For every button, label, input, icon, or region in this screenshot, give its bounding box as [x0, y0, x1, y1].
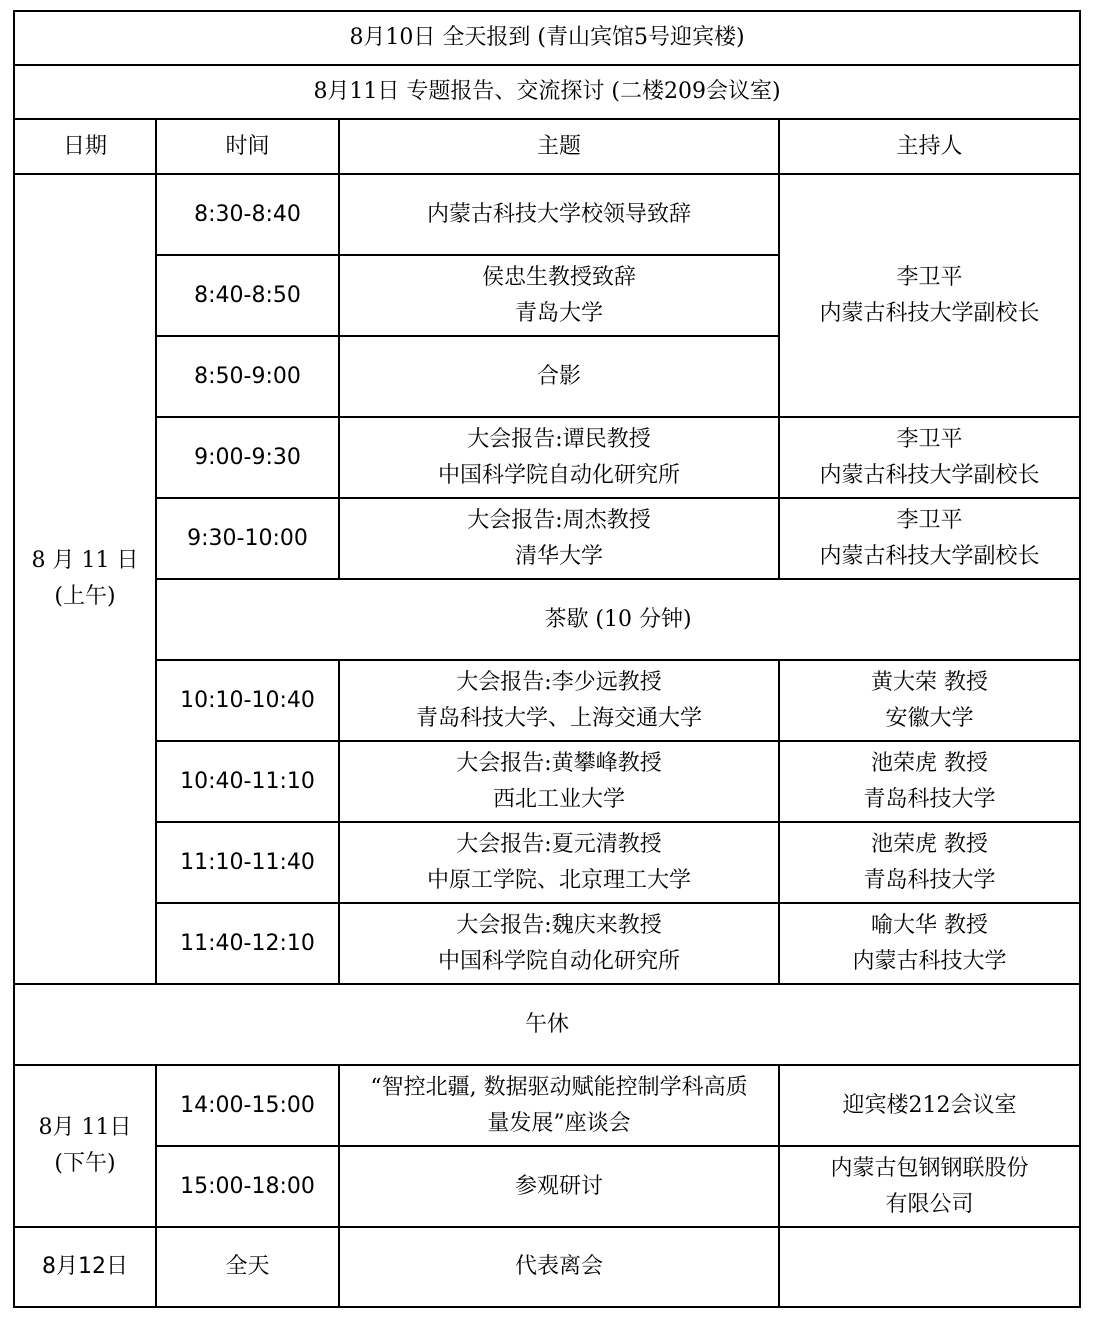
host-cell [779, 660, 1080, 741]
table-row [14, 498, 1080, 579]
host-line: 内蒙古科技大学副校长 [819, 300, 1040, 326]
topic-line: 大会报告:周杰教授 [467, 507, 651, 533]
topic-cell [339, 336, 779, 417]
time-cell: 9:00-9:30 [156, 417, 339, 498]
table-row [14, 174, 1080, 255]
topic-line: 侯忠生教授致辞 [481, 264, 636, 290]
table-row [14, 1146, 1080, 1227]
table-row [14, 1065, 1080, 1146]
day3-topic-cell: 代表离会 [339, 1227, 779, 1307]
morning-date-line2: (上午) [54, 584, 116, 609]
host-cell [779, 417, 1080, 498]
topic-cell [339, 741, 779, 822]
table-row [14, 660, 1080, 741]
topic-cell [339, 1146, 779, 1227]
time-cell: 11:40-12:10 [156, 903, 339, 984]
host-line: 青岛科技大学 [863, 867, 996, 893]
day1-cell: 8月11日 专题报告、交流探讨 (二楼209会议室) [14, 65, 1080, 119]
topic-line: 大会报告:李少远教授 [456, 669, 662, 695]
table-row [14, 741, 1080, 822]
host-line: 喻大华 教授 [871, 912, 989, 938]
topic-line: 内蒙古科技大学校领导致辞 [426, 201, 691, 227]
host-line: 池荣虎 教授 [871, 831, 989, 857]
topic-line: “智控北疆, 数据驱动赋能控制学科高质 [370, 1074, 748, 1100]
topic-line: 青岛科技大学、上海交通大学 [415, 705, 702, 731]
host-cell [779, 822, 1080, 903]
table-row [14, 417, 1080, 498]
host-cell [779, 741, 1080, 822]
topic-cell [339, 417, 779, 498]
topic-cell [339, 255, 779, 336]
day0-cell: 8月10日 全天报到 (青山宾馆5号迎宾楼) [14, 11, 1080, 65]
merged-host-cell [779, 174, 1080, 417]
day3-time-cell: 全天 [156, 1227, 339, 1307]
host-line: 有限公司 [885, 1191, 974, 1217]
schedule-table [13, 10, 1081, 1308]
host-cell [779, 1146, 1080, 1227]
host-line: 迎宾楼212会议室 [842, 1092, 1017, 1118]
topic-line: 大会报告:谭民教授 [467, 426, 651, 452]
host-line: 青岛科技大学 [863, 786, 996, 812]
topic-line: 清华大学 [514, 543, 603, 569]
table-row [14, 903, 1080, 984]
host-line: 李卫平 [896, 507, 963, 533]
time-cell: 14:00-15:00 [156, 1065, 339, 1146]
topic-cell [339, 174, 779, 255]
topic-cell [339, 1065, 779, 1146]
day0-row [14, 11, 1080, 65]
topic-line: 中国科学院自动化研究所 [437, 462, 680, 488]
topic-line: 合影 [536, 363, 581, 389]
header-time: 时间 [156, 119, 339, 174]
header-date: 日期 [14, 119, 156, 174]
host-line: 内蒙古包钢钢联股份 [830, 1155, 1029, 1181]
topic-line: 量发展”座谈会 [487, 1110, 631, 1136]
topic-line: 青岛大学 [514, 300, 603, 326]
time-cell: 11:10-11:40 [156, 822, 339, 903]
topic-line: 参观研讨 [514, 1173, 603, 1199]
tea-break-row [14, 579, 1080, 660]
host-line: 安徽大学 [885, 705, 974, 731]
topic-line: 大会报告:魏庆来教授 [456, 912, 662, 938]
host-line: 池荣虎 教授 [871, 750, 989, 776]
topic-line: 中国科学院自动化研究所 [437, 948, 680, 974]
time-cell: 8:30-8:40 [156, 174, 339, 255]
day1-row [14, 65, 1080, 119]
topic-line: 西北工业大学 [492, 786, 625, 812]
lunch-cell: 午休 [14, 984, 1080, 1065]
header-row [14, 119, 1080, 174]
afternoon-date-cell [14, 1065, 156, 1227]
header-host: 主持人 [779, 119, 1080, 174]
topic-line: 大会报告:黄攀峰教授 [456, 750, 662, 776]
time-cell: 15:00-18:00 [156, 1146, 339, 1227]
topic-cell [339, 660, 779, 741]
tea-break-cell: 茶歇 (10 分钟) [156, 579, 1080, 660]
time-cell: 8:50-9:00 [156, 336, 339, 417]
topic-line: 中原工学院、北京理工大学 [426, 867, 691, 893]
morning-date-line1: 8 月 11 日 [31, 548, 139, 573]
day3-date-cell: 8月12日 [14, 1227, 156, 1307]
topic-cell [339, 903, 779, 984]
day3-row [14, 1227, 1080, 1307]
host-line: 李卫平 [896, 426, 963, 452]
time-cell: 9:30-10:00 [156, 498, 339, 579]
time-cell: 10:10-10:40 [156, 660, 339, 741]
header-topic: 主题 [339, 119, 779, 174]
host-cell [779, 1065, 1080, 1146]
lunch-row [14, 984, 1080, 1065]
host-cell [779, 498, 1080, 579]
topic-line: 大会报告:夏元清教授 [456, 831, 662, 857]
table-row [14, 822, 1080, 903]
afternoon-date-line2: (下午) [54, 1151, 116, 1176]
host-line: 黄大荣 教授 [871, 669, 989, 695]
topic-cell [339, 822, 779, 903]
afternoon-date-line1: 8月 11日 [38, 1115, 132, 1140]
host-line: 内蒙古科技大学副校长 [819, 543, 1040, 569]
time-cell: 8:40-8:50 [156, 255, 339, 336]
topic-cell [339, 498, 779, 579]
time-cell: 10:40-11:10 [156, 741, 339, 822]
host-line: 李卫平 [896, 264, 963, 290]
host-cell [779, 903, 1080, 984]
morning-date-cell [14, 174, 156, 984]
day3-host-cell [779, 1227, 1080, 1307]
host-line: 内蒙古科技大学副校长 [819, 462, 1040, 488]
host-line: 内蒙古科技大学 [852, 948, 1007, 974]
